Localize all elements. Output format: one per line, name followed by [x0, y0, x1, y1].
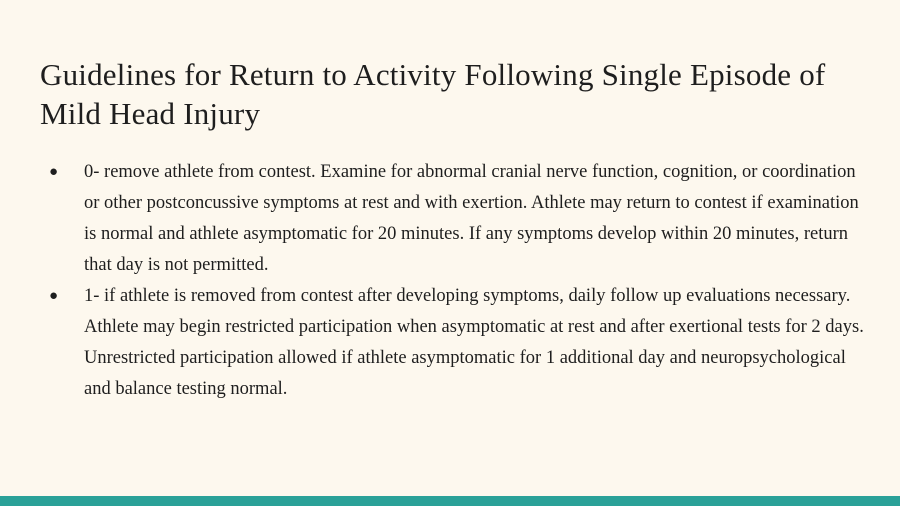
- bullet-item-grade-0: [46, 157, 868, 281]
- bullet-dot-icon: ●: [49, 288, 59, 304]
- bullet-item-grade-1: [46, 281, 868, 405]
- bullet-text: 1- if athlete is removed from contest after developing symptoms, daily follow up evaluations necessary. Athlete may begin restricted participation when asymptomatic at rest and after exertional tests for 2 days. Unrestricted participation allowed if athlete asymptomatic for 1 additional day and neuropsychological and balance testing normal.: [84, 286, 864, 399]
- bottom-accent-bar: [0, 496, 900, 506]
- bullet-dot-icon: ●: [49, 164, 59, 180]
- bullet-list: [46, 157, 868, 405]
- slide-title: Guidelines for Return to Activity Following Single Episode of Mild Head Injury: [40, 57, 826, 131]
- bullet-text: 0- remove athlete from contest. Examine for abnormal cranial nerve function, cognition, or coordination or other postconcussive symptoms at rest and with exertion. Athlete may return to contest if examination is normal and athlete asymptomatic for 20 minutes. If any symptoms develop within 20 minutes, return that day is not permitted.: [84, 162, 859, 275]
